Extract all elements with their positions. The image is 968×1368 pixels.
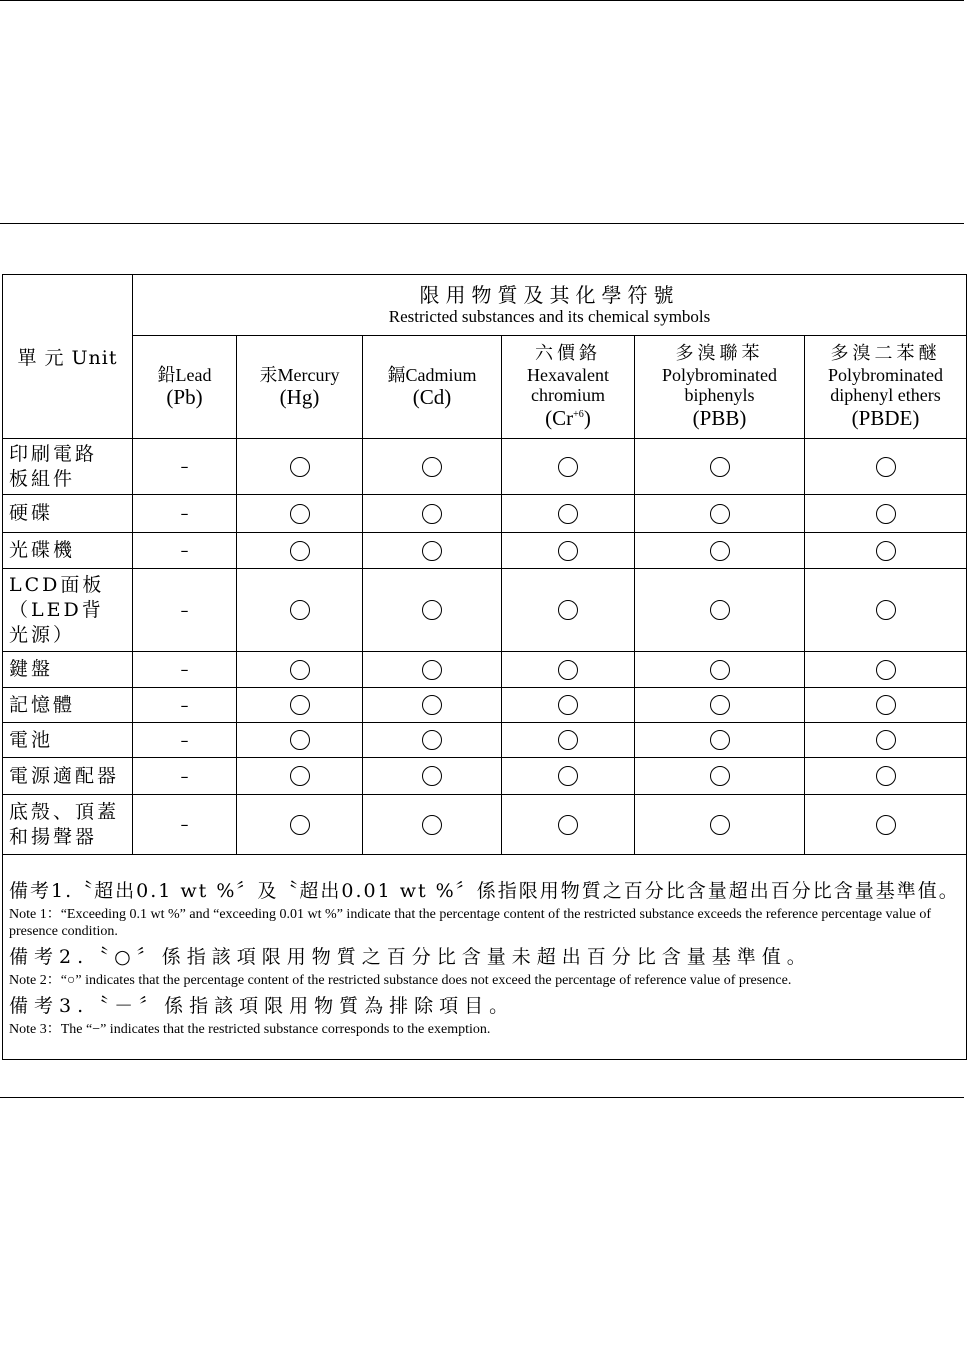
- mark-cell: [363, 439, 502, 495]
- top-rule: [0, 0, 964, 1]
- table-row: [3, 439, 967, 495]
- substance-header: [363, 336, 502, 439]
- substance-name: 鎘Cadmium: [387, 364, 477, 385]
- substance-symbol: [635, 406, 804, 430]
- unit-name: [3, 795, 133, 855]
- unit-name-line: 光源）: [9, 623, 76, 646]
- circle-mark-icon: [558, 766, 578, 786]
- mark-cell: [133, 533, 237, 569]
- circle-mark-icon: [876, 541, 896, 561]
- mark-cell: [805, 439, 967, 495]
- substance-header: [635, 336, 805, 439]
- mark-cell: [363, 569, 502, 652]
- mark-cell: [133, 795, 237, 855]
- mark-cell: [237, 723, 363, 758]
- circle-mark-icon: [422, 504, 442, 524]
- mark-cell: [805, 495, 967, 533]
- circle-mark-icon: [710, 815, 730, 835]
- circle-mark-icon: [710, 504, 730, 524]
- table-row: [3, 795, 967, 855]
- mark-cell: [237, 439, 363, 495]
- mark-cell: [363, 495, 502, 533]
- table-row: [3, 652, 967, 688]
- unit-name: [3, 533, 133, 569]
- unit-name: [3, 688, 133, 723]
- substance-symbol-text: (PBDE): [851, 405, 920, 430]
- unit-name-line: 電池: [9, 728, 54, 751]
- mark-cell: [502, 795, 635, 855]
- unit-name-line: 記憶體: [9, 693, 76, 716]
- mark-cell: [502, 569, 635, 652]
- dash-mark: –: [180, 695, 189, 715]
- mark-cell: [133, 688, 237, 723]
- circle-mark-icon: [290, 660, 310, 680]
- substance-symbol-end: ): [583, 405, 591, 430]
- mark-cell: [805, 723, 967, 758]
- mark-cell: [635, 758, 805, 795]
- rohs-table: [2, 274, 967, 1060]
- unit-name: [3, 439, 133, 495]
- circle-mark-icon: [710, 695, 730, 715]
- circle-mark-icon: [290, 600, 310, 620]
- circle-mark-icon: [710, 766, 730, 786]
- mark-cell: [502, 439, 635, 495]
- unit-name-line: 電源適配器: [9, 764, 120, 787]
- note-1-en: Note 1：“Exceeding 0.1 wt %” and “exceeding 0.01 wt %” indicate that the percentage content of the restricted substance exceeds the reference percentage value of presence condition.: [9, 907, 932, 939]
- table-row: [3, 723, 967, 758]
- mark-cell: [635, 652, 805, 688]
- substance-name-2: biphenyls: [684, 385, 755, 406]
- mark-cell: [363, 652, 502, 688]
- header-rule: [0, 223, 964, 224]
- substance-symbol-text: (Cr: [545, 405, 574, 430]
- mark-cell: [635, 439, 805, 495]
- circle-mark-icon: [422, 541, 442, 561]
- substance-symbol: [363, 385, 501, 409]
- group-header-zh: 限用物質及其化學符號: [419, 282, 680, 307]
- substance-name: Hexavalent: [527, 364, 609, 385]
- mark-cell: [635, 533, 805, 569]
- circle-mark-icon: [710, 730, 730, 750]
- substance-symbol-superscript: +6: [573, 408, 584, 420]
- mark-cell: [635, 569, 805, 652]
- circle-mark-icon: [422, 766, 442, 786]
- substance-name-2: chromium: [531, 385, 605, 406]
- table-row: [3, 569, 967, 652]
- mark-cell: [805, 758, 967, 795]
- dash-mark: –: [180, 600, 189, 620]
- circle-mark-icon: [558, 457, 578, 477]
- substance-header: [133, 336, 237, 439]
- substance-header: [502, 336, 635, 439]
- dash-mark: –: [180, 660, 189, 679]
- mark-cell: [635, 723, 805, 758]
- dash-mark: –: [180, 766, 189, 786]
- mark-cell: [502, 533, 635, 569]
- circle-mark-icon: [558, 730, 578, 750]
- mark-cell: [635, 495, 805, 533]
- substance-header: [805, 336, 967, 439]
- unit-name-line: 印刷電路: [9, 442, 98, 465]
- circle-mark-icon: [710, 541, 730, 561]
- dash-mark: –: [180, 504, 189, 523]
- dash-mark: –: [180, 730, 189, 750]
- substances-group-header: [133, 275, 967, 336]
- circle-mark-icon: [422, 730, 442, 750]
- unit-column-header: 單 元 Unit: [3, 275, 133, 439]
- mark-cell: [133, 758, 237, 795]
- circle-mark-icon: [876, 815, 896, 835]
- circle-mark-icon: [422, 457, 442, 477]
- circle-mark-icon: [290, 730, 310, 750]
- substance-symbol-text: (Pb): [166, 385, 203, 410]
- unit-name-line: 板組件: [9, 467, 76, 490]
- unit-name-line: 光碟機: [9, 539, 76, 561]
- unit-name: [3, 723, 133, 758]
- circle-mark-icon: [558, 600, 578, 620]
- mark-cell: [363, 688, 502, 723]
- circle-mark-icon: [290, 541, 310, 561]
- mark-cell: [237, 795, 363, 855]
- mark-cell: [237, 758, 363, 795]
- mark-cell: [502, 723, 635, 758]
- mark-cell: [635, 688, 805, 723]
- substance-symbol: [805, 406, 966, 430]
- mark-cell: [805, 533, 967, 569]
- circle-mark-icon: [710, 660, 730, 680]
- unit-name: [3, 758, 133, 795]
- circle-mark-icon: [876, 660, 896, 680]
- mark-cell: [502, 495, 635, 533]
- mark-cell: [805, 795, 967, 855]
- circle-mark-icon: [558, 504, 578, 524]
- substance-name: Polybrominated: [828, 364, 943, 385]
- substance-name-2: diphenyl ethers: [830, 385, 941, 406]
- circle-mark-icon: [290, 766, 310, 786]
- circle-mark-icon: [710, 457, 730, 477]
- mark-cell: [237, 652, 363, 688]
- substance-symbol-text: (Hg): [279, 385, 320, 410]
- mark-cell: [502, 652, 635, 688]
- table-row: [3, 533, 967, 569]
- mark-cell: [363, 795, 502, 855]
- footer-rule: [0, 1097, 964, 1098]
- unit-name-line: LCD面板: [9, 573, 105, 596]
- mark-cell: [502, 758, 635, 795]
- mark-cell: [363, 723, 502, 758]
- circle-mark-icon: [558, 815, 578, 835]
- unit-name-line: （LED背: [9, 598, 104, 621]
- unit-name-line: 和揚聲器: [9, 825, 98, 848]
- substance-symbol: [237, 385, 362, 409]
- mark-cell: [237, 569, 363, 652]
- mark-cell: [237, 533, 363, 569]
- substance-name-zh: 六價鉻: [535, 342, 601, 364]
- group-header-en: Restricted substances and its chemical symbols: [388, 306, 711, 326]
- substance-header: [237, 336, 363, 439]
- substance-symbol: [133, 385, 236, 409]
- circle-mark-icon: [558, 541, 578, 561]
- mark-cell: [363, 533, 502, 569]
- circle-mark-icon: [290, 504, 310, 524]
- substance-name: 鉛Lead: [157, 364, 212, 385]
- mark-cell: [805, 569, 967, 652]
- substance-name-zh: 多溴聯苯: [675, 342, 764, 364]
- unit-name-line: 底殼、頂蓋: [9, 800, 120, 823]
- dash-mark: –: [180, 457, 189, 476]
- unit-name-line: 鍵盤: [9, 658, 54, 680]
- circle-mark-icon: [876, 766, 896, 786]
- substance-symbol-text: (PBB): [692, 405, 747, 430]
- circle-mark-icon: [876, 695, 896, 715]
- circle-mark-icon: [558, 660, 578, 680]
- unit-name: [3, 652, 133, 688]
- mark-cell: [635, 795, 805, 855]
- notes-cell: [3, 855, 967, 1060]
- circle-mark-icon: [290, 815, 310, 835]
- circle-mark-icon: [422, 600, 442, 620]
- circle-mark-icon: [290, 695, 310, 715]
- circle-mark-icon: [876, 457, 896, 477]
- substance-symbol-text: (Cd): [412, 385, 452, 410]
- dash-mark: –: [180, 815, 189, 834]
- circle-mark-icon: [422, 660, 442, 680]
- mark-cell: [237, 688, 363, 723]
- mark-cell: [133, 495, 237, 533]
- note-3-en: Note 3：The “−” indicates that the restricted substance corresponds to the exemption.: [9, 1022, 491, 1037]
- mark-cell: [133, 652, 237, 688]
- note-2-en: Note 2：“○” indicates that the percentage content of the restricted substance does not exceed the percentage of reference value of presence.: [9, 973, 792, 988]
- note-2-zh: 備考2.〝○〞係指該項限用物質之百分比含量未超出百分比含量基準值。: [9, 946, 812, 968]
- mark-cell: [502, 688, 635, 723]
- circle-mark-icon: [290, 457, 310, 477]
- dash-mark: –: [180, 541, 189, 560]
- circle-mark-icon: [876, 504, 896, 524]
- table-row: [3, 688, 967, 723]
- substance-name-zh: 多溴二苯醚: [830, 342, 941, 364]
- mark-cell: [805, 652, 967, 688]
- mark-cell: [805, 688, 967, 723]
- substance-name: Polybrominated: [662, 364, 777, 385]
- substance-symbol: [502, 406, 634, 430]
- mark-cell: [363, 758, 502, 795]
- mark-cell: [133, 439, 237, 495]
- table-row: [3, 495, 967, 533]
- mark-cell: [237, 495, 363, 533]
- circle-mark-icon: [558, 695, 578, 715]
- note-3-zh: 備考3.〝－〞係指該項限用物質為排除項目。: [9, 995, 515, 1017]
- circle-mark-icon: [422, 695, 442, 715]
- circle-mark-icon: [422, 815, 442, 835]
- substance-name: 汞Mercury: [259, 364, 340, 385]
- mark-cell: [133, 723, 237, 758]
- unit-name: [3, 569, 133, 652]
- unit-name-line: 硬碟: [9, 502, 54, 524]
- circle-mark-icon: [876, 600, 896, 620]
- unit-name: [3, 495, 133, 533]
- table-row: [3, 758, 967, 795]
- mark-cell: [133, 569, 237, 652]
- circle-mark-icon: [710, 600, 730, 620]
- note-1-zh: 備考1.〝超出0.1 wt %〞及〝超出0.01 wt %〞係指限用物質之百分比含量超出百分比含量基準值。: [9, 880, 960, 902]
- circle-mark-icon: [876, 730, 896, 750]
